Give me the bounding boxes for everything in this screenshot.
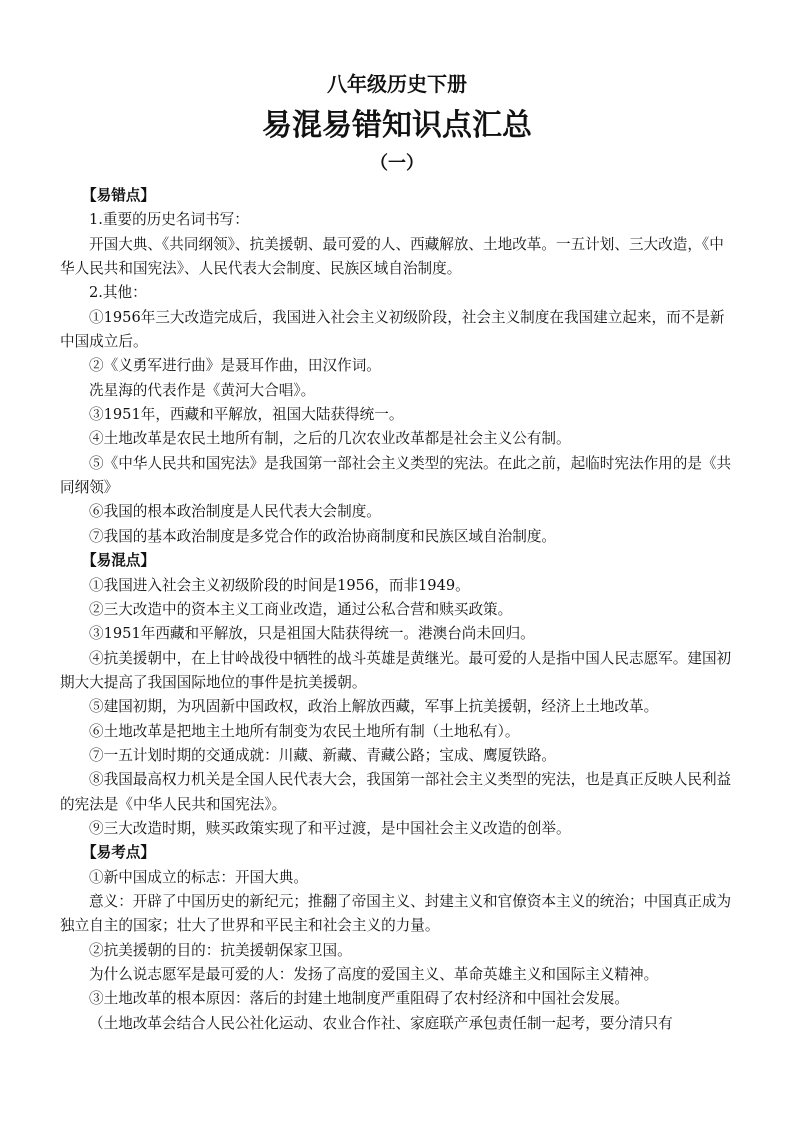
document-body [60,184,734,1036]
errors-line: 1.重要的历史名词书写： [89,211,249,229]
exam-line: ③土地改革的根本原因：落后的封建土地制度严重阻碍了农村经济和中国社会发展。 [89,990,629,1008]
exam-line: 意义：开辟了中国历史的新纪元；推翻了帝国主义、封建主义和官僚资本主义的统治；中国真正成为独立自主的国家；壮大了世界和平民主和社会主义的力量。 [60,892,732,935]
confusions-line: ④抗美援朝中，在上甘岭战役中牺牲的战斗英雄是黄继光。最可爱的人是指中国人民志愿军。建国初期大大提高了我国国际地位的事件是抗美援朝。 [60,649,732,691]
page-title: 易混易错知识点汇总 [262,108,532,143]
errors-line: ①1956年三大改造完成后，我国进入社会主义初级阶段，社会主义制度在我国建立起来，而不是新中国成立后。 [60,308,725,351]
confusions-line: ⑧我国最高权力机关是全国人民代表大会，我国第一部社会主义类型的宪法，也是真正反映人民利益的宪法是《中华人民共和国宪法》。 [60,771,732,813]
confusions-line: ⑦一五计划时期的交通成就：川藏、新藏、青藏公路；宝成、鹰厦铁路。 [89,746,557,764]
section-heading-confusions: 【易混点】 [82,552,155,570]
errors-line: ④土地改革是农民土地所有制，之后的几次农业改革都是社会主义公有制。 [89,430,571,448]
confusions-line: ⑤建国初期，为巩固新中国政权，政治上解放西藏，军事上抗美援朝，经济上土地改革。 [89,698,659,716]
exam-line: ②抗美援朝的目的：抗美援朝保家卫国。 [89,941,352,959]
grade-subtitle: 八年级历史下册 [327,72,467,96]
exam-line: ①新中国成立的标志：开国大典。 [89,868,308,886]
errors-line: 冼星海的代表作是《黄河大合唱》。 [89,381,316,399]
confusions-line: ⑥土地改革是把地主土地所有制变为农民土地所有制（土地私有）。 [89,722,520,740]
exam-line: 为什么说志愿军是最可爱的人：发扬了高度的爱国主义、革命英雄主义和国际主义精神。 [89,966,659,983]
exam-line: （土地改革会结合人民公社化运动、农业合作社、家庭联产承包责任制一起考，要分清只有 [89,1014,673,1032]
errors-line: 2.其他： [89,284,147,302]
errors-line: ③1951年，西藏和平解放，祖国大陆获得统一。 [89,406,404,424]
confusions-line: ⑨三大改造时期，赎买政策实现了和平过渡，是中国社会主义改造的创举。 [89,819,571,837]
errors-line: ⑦我国的基本政治制度是多党合作的政治协商制度和民族区域自治制度。 [89,527,557,545]
confusions-line: ①我国进入社会主义初级阶段的时间是1956，而非1949。 [89,576,470,594]
section-heading-exam: 【易考点】 [82,844,155,862]
errors-line: ⑤《中华人民共和国宪法》是我国第一部社会主义类型的宪法。在此之前，起临时宪法作用的是《共同纲领》 [60,454,732,497]
part-label: （一） [370,153,424,174]
errors-line: ⑥我国的根本政治制度是人民代表大会制度。 [89,503,381,521]
errors-line: 开国大典、《共同纲领》、抗美援朝、最可爱的人、西藏解放、土地改革。一五计划、三大改造，《中华人民共和国宪法》、人民代表大会制度、民族区域自治制度。 [60,235,724,278]
section-heading-errors: 【易错点】 [82,187,155,204]
errors-line: ②《义勇军进行曲》是聂耳作曲，田汉作词。 [89,357,381,375]
confusions-line: ②三大改造中的资本主义工商业改造，通过公私合营和赎买政策。 [89,600,513,618]
confusions-line: ③1951年西藏和平解放，只是祖国大陆获得统一。港澳台尚未回归。 [89,625,535,643]
